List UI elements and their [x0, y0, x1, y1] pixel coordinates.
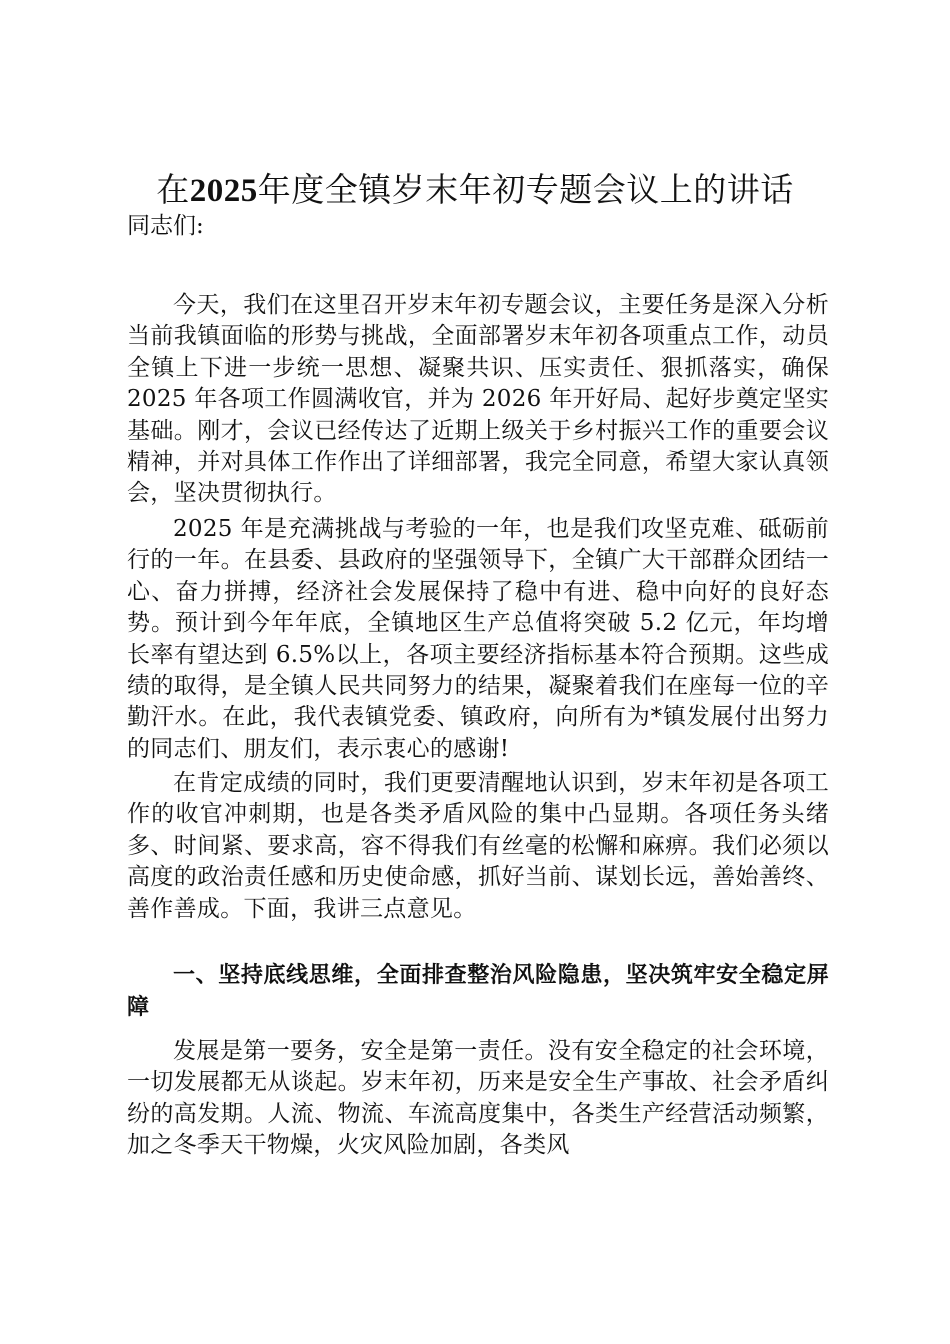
title-suffix: 年度全镇岁末年初专题会议上的讲话	[257, 170, 794, 209]
paragraph-safety: 发展是第一要务，安全是第一责任。没有安全稳定的社会环境，一切发展都无从谈起。岁末年初，历来是安全生产事故、社会矛盾纠纷的高发期。人流、物流、车流高度集中，各类生产经营活动频繁，加之冬季天干物燥，火灾风险加剧，各类风	[127, 1038, 829, 1159]
paragraph-opening: 今天，我们在这里召开岁末年初专题会议，主要任务是深入分析当前我镇面临的形势与挑战，全面部署岁末年初各项重点工作，动员全镇上下进一步统一思想、凝聚共识、压实责任、狠抓落实，确保 2025 年各项工作圆满收官，并为 2026 年开好局、起好步奠定坚实基础。刚才，会议已经传达了近期上级关于乡村振兴工作的重要会议精神，并对具体工作作出了详细部署，我完全同意，希望大家认真领会，坚决贯彻执行。	[127, 292, 829, 507]
salutation: 同志们:	[127, 213, 204, 239]
title-year: 2025	[189, 173, 258, 209]
paragraph-achievements: 2025 年是充满挑战与考验的一年，也是我们攻坚克难、砥砺前行的一年。在县委、县政府的坚强领导下，全镇广大干部群众团结一心、奋力拼搏，经济社会发展保持了稳中有进、稳中向好的良好态势。预计到今年年底，全镇地区生产总值将突破 5.2 亿元，年均增长率有望达到 6.5%以上，各项主要经济指标基本符合预期。这些成绩的取得，是全镇人民共同努力的结果，凝聚着我们在座每一位的辛勤汗水。在此，我代表镇党委、镇政府，向所有为*镇发展付出努力的同志们、朋友们，表示衷心的感谢!	[127, 516, 829, 762]
section-heading-1: 一、坚持底线思维，全面排查整治风险隐患，坚决筑牢安全稳定屏障	[127, 963, 829, 1020]
paragraph-challenges: 在肯定成绩的同时，我们更要清醒地认识到，岁末年初是各项工作的收官冲刺期，也是各类矛盾风险的集中凸显期。各项任务头绪多、时间紧、要求高，容不得我们有丝毫的松懈和麻痹。我们必须以高度的政治责任感和历史使命感，抓好当前、谋划长远，善始善终、善作善成。下面，我讲三点意见。	[127, 770, 829, 922]
title-prefix: 在	[156, 170, 190, 209]
